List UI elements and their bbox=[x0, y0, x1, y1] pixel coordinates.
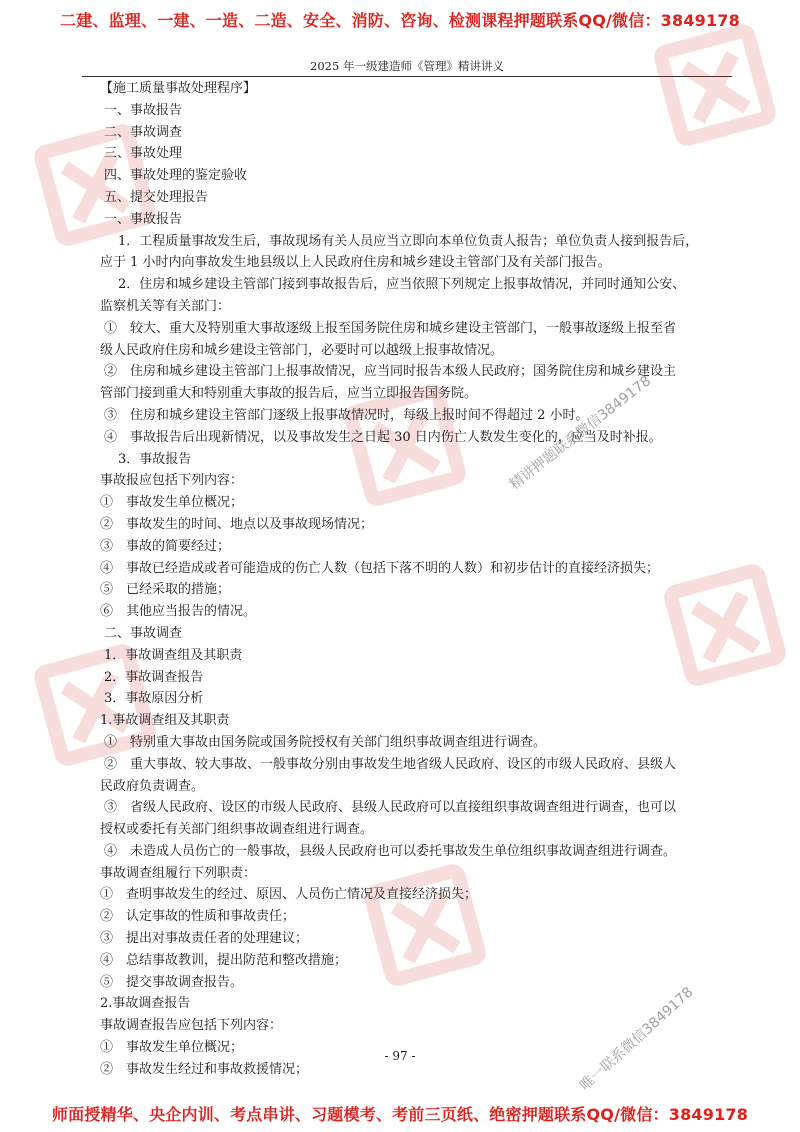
text-line: 3．事故原因分析 bbox=[104, 691, 204, 707]
page-number: - 97 - bbox=[384, 1049, 416, 1063]
text-line: 2．住房和城乡建设主管部门接到事故报告后，应当依照下列规定上报事故情况，并同时通知公安、 bbox=[118, 277, 686, 293]
text-line: ② 事故发生的时间、地点以及事故现场情况； bbox=[100, 516, 374, 532]
text-line: 级人民政府住房和城乡建设主管部门，必要时可以越级上报事故情况。 bbox=[100, 342, 504, 358]
text-line: 2．事故调查报告 bbox=[104, 669, 204, 685]
text-line: 管部门接到重大和特别重大事故的报告后，应当立即报告国务院。 bbox=[100, 386, 478, 402]
bottom-banner: 师面授精华、央企内训、考点串讲、习题模考、考前三页纸、绝密押题联系QQ/微信：3849178 bbox=[51, 1105, 749, 1124]
text-line: ① 事故发生单位概况； bbox=[100, 495, 244, 511]
text-line: 四、事故处理的鉴定验收 bbox=[104, 168, 248, 184]
text-line: ④ 未造成人员伤亡的一般事故，县级人民政府也可以委托事故发生单位组织事故调查组进行调查。 bbox=[104, 843, 677, 859]
text-line: ④ 事故报告后出现新情况，以及事故发生之日起 30 日内伤亡人数发生变化的，应当及时补报。 bbox=[104, 429, 662, 445]
text-line: ② 认定事故的性质和事故责任； bbox=[100, 909, 296, 925]
text-line: 【施工质量事故处理程序】 bbox=[100, 81, 257, 96]
text-line: 应于 1 小时内向事故发生地县级以上人民政府住房和城乡建设主管部门及有关部门报告。 bbox=[100, 255, 611, 271]
text-line: 监察机关等有关部门： bbox=[100, 298, 231, 314]
text-line: ① 特别重大事故由国务院或国务院授权有关部门组织事故调查组进行调查。 bbox=[104, 734, 547, 750]
text-line: 授权或委托有关部门组织事故调查组进行调查。 bbox=[100, 822, 374, 838]
text-line: 2.事故调查报告 bbox=[100, 996, 191, 1012]
text-line: 五、提交处理报告 bbox=[104, 189, 209, 205]
text-line: ② 重大事故、较大事故、一般事故分别由事故发生地省级人民政府、设区的市级人民政府、县级人 bbox=[104, 756, 677, 772]
text-line: 事故调查报告应包括下列内容： bbox=[100, 1018, 283, 1034]
text-line: 事故调查组履行下列职责： bbox=[100, 865, 257, 881]
text-line: ④ 总结事故教训，提出防范和整改措施； bbox=[100, 952, 348, 968]
running-header: 2025 年一级建造师《管理》精讲讲义 bbox=[82, 58, 732, 77]
text-line: 二、事故调查 bbox=[104, 124, 183, 140]
diagonal-watermark-1: 精讲押题联系微信3849178 bbox=[506, 373, 655, 493]
text-line: ③ 提出对事故责任者的处理建议； bbox=[100, 931, 309, 947]
text-line: 1.事故调查组及其职责 bbox=[100, 713, 230, 729]
top-banner: 二建、监理、一建、一造、二造、安全、消防、咨询、检测课程押题联系QQ/微信：3849178 bbox=[60, 11, 740, 30]
text-line: 一、事故报告 bbox=[104, 211, 183, 227]
text-line: 三、事故处理 bbox=[104, 146, 183, 162]
text-line: 民政府负责调查。 bbox=[100, 778, 205, 794]
text-line: 1．事故调查组及其职责 bbox=[104, 647, 243, 663]
text-line: ① 查明事故发生的经过、原因、人员伤亡情况及直接经济损失； bbox=[100, 887, 478, 903]
text-line: ③ 省级人民政府、设区的市级人民政府、县级人民政府可以直接组织事故调查组进行调查，也可以 bbox=[104, 800, 677, 816]
text-line: ③ 住房和城乡建设主管部门逐级上报事故情况时，每级上报时间不得超过 2 小时。 bbox=[104, 407, 589, 423]
text-line: ② 事故发生经过和事故救援情况； bbox=[100, 1061, 309, 1077]
text-line: 1．工程质量事故发生后，事故现场有关人员应当立即向本单位负责人报告；单位负责人接到报告后， bbox=[118, 233, 699, 249]
text-line: ① 较大、重大及特别重大事故逐级上报至国务院住房和城乡建设主管部门，一般事故逐级上报至省 bbox=[104, 320, 677, 336]
document-body bbox=[100, 78, 740, 1081]
diagonal-watermark-2: 唯一联系微信3849178 bbox=[577, 984, 697, 1095]
text-line: ② 住房和城乡建设主管部门上报事故情况，应当同时报告本级人民政府；国务院住房和城乡建设主 bbox=[104, 364, 677, 380]
text-line: ① 事故发生单位概况； bbox=[100, 1040, 244, 1056]
text-line: 二、事故调查 bbox=[104, 625, 183, 641]
text-line: 事故报应包括下列内容： bbox=[100, 473, 244, 489]
text-line: ④ 事故已经造成或者可能造成的伤亡人数（包括下落不明的人数）和初步估计的直接经济损失； bbox=[100, 560, 660, 576]
text-line: ③ 事故的简要经过； bbox=[100, 538, 231, 554]
text-line: ⑤ 已经采取的措施； bbox=[100, 582, 231, 598]
text-line: 3．事故报告 bbox=[118, 451, 192, 467]
text-line: ⑥ 其他应当报告的情况。 bbox=[100, 604, 257, 620]
text-line: 一、事故报告 bbox=[104, 102, 183, 118]
text-line: ⑤ 提交事故调查报告。 bbox=[100, 974, 244, 990]
